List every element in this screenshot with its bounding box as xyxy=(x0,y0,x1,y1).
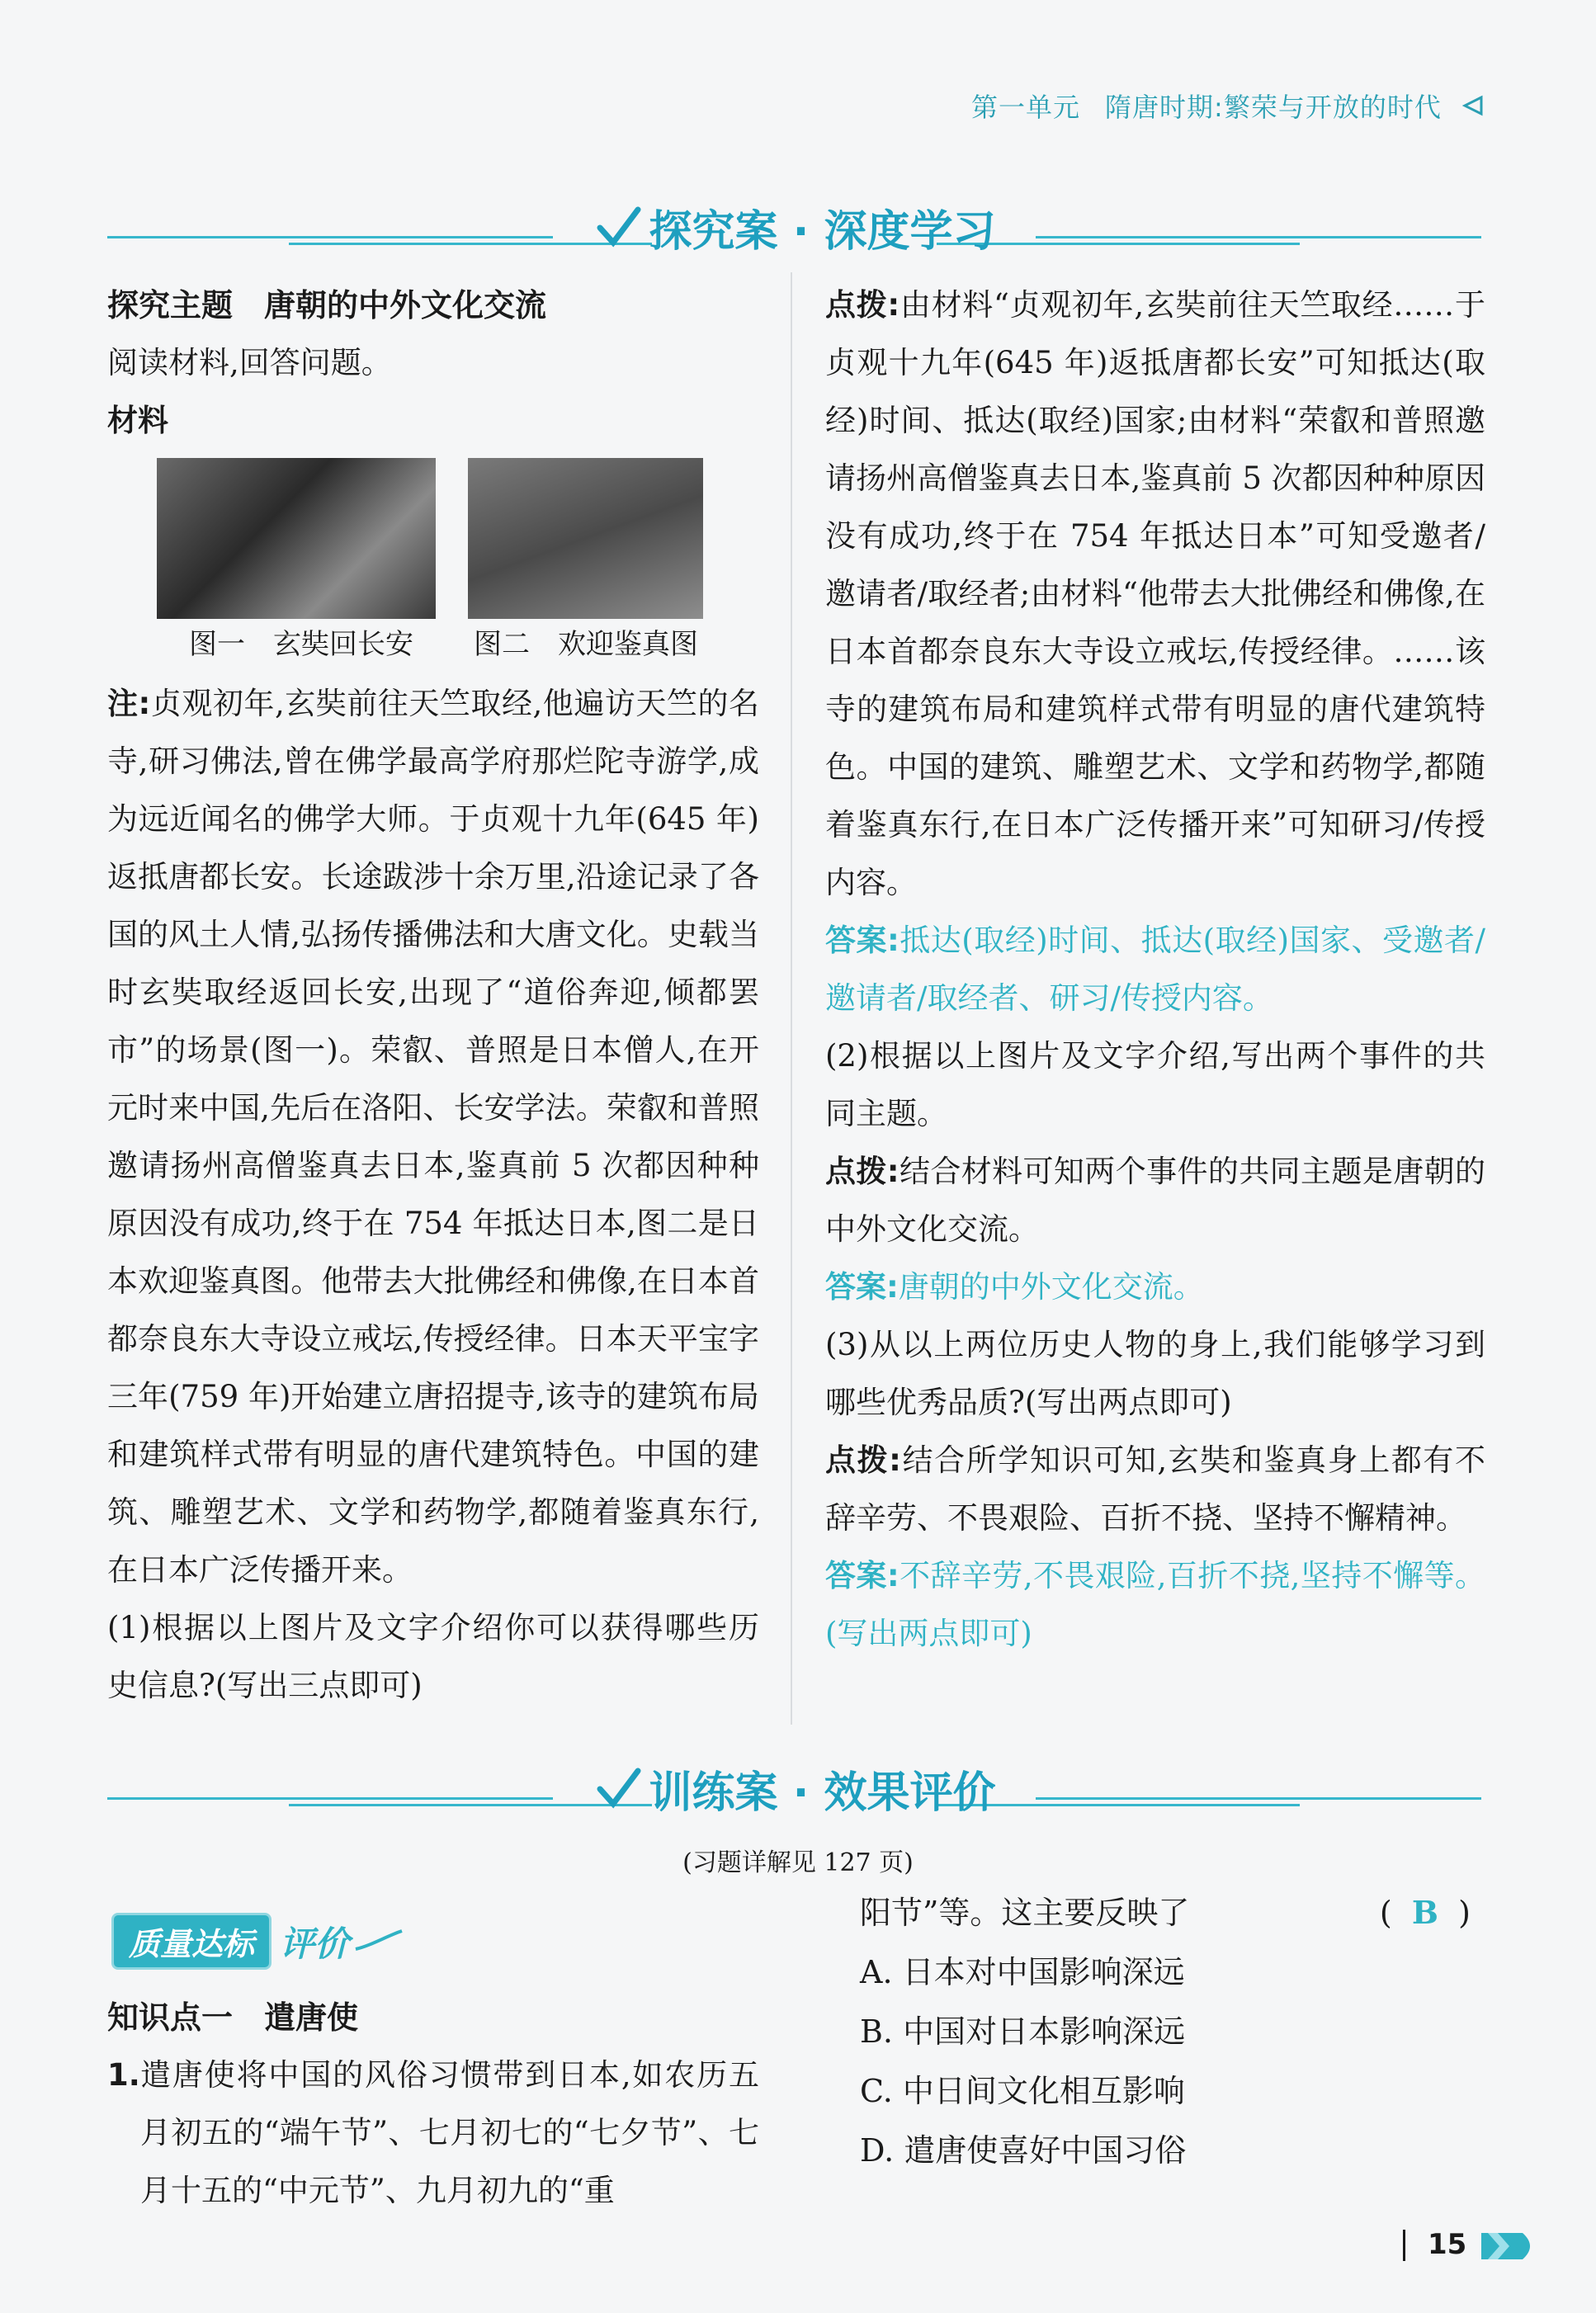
question-1: (1)根据以上图片及文字介绍你可以获得哪些历史信息?(写出三点即可) xyxy=(107,1610,759,1703)
option-d[interactable]: D. 遣唐使喜好中国习俗 xyxy=(860,2132,1187,2169)
unit-label: 第一单元 xyxy=(971,92,1081,123)
hint-1 xyxy=(825,276,1485,912)
hint-2-text: 结合材料可知两个事件的共同主题是唐朝的中外文化交流。 xyxy=(825,1154,1485,1247)
option-b[interactable]: B. 中国对日本影响深远 xyxy=(860,2013,1186,2050)
instruction: 阅读材料,回答问题。 xyxy=(107,345,392,380)
note-label: 注: xyxy=(107,686,151,721)
answer-label: 答案: xyxy=(825,923,900,958)
question-1-continued xyxy=(860,1883,1471,1942)
answer-3-text: 不辞辛劳,不畏艰险,百折不挠,坚持不懈等。(写出两点即可) xyxy=(825,1558,1485,1651)
answer-2 xyxy=(825,1258,1485,1316)
hint-label: 点拨: xyxy=(825,1442,901,1478)
material-label: 材料 xyxy=(107,403,168,438)
left-column xyxy=(107,276,759,450)
section-banner-explore xyxy=(107,196,1481,271)
section-banner-training xyxy=(107,1758,1481,1832)
theme-title: 探究主题 唐朝的中外文化交流 xyxy=(107,287,547,323)
answer-label: 答案: xyxy=(825,1269,899,1305)
right-column xyxy=(825,276,1485,1663)
question-2: (2)根据以上图片及文字介绍,写出两个事件的共同主题。 xyxy=(825,1038,1485,1131)
options-list xyxy=(860,1942,1471,2180)
answer-1 xyxy=(825,912,1485,1027)
figure-xuanzang-image xyxy=(157,458,436,619)
check-pen-icon xyxy=(593,203,643,253)
running-header xyxy=(971,87,1484,125)
hint-label: 点拨: xyxy=(825,1154,900,1189)
option-a[interactable]: A. 日本对中国影响深远 xyxy=(860,1954,1185,1990)
figure2-caption: 图二 欢迎鉴真图 xyxy=(474,628,698,661)
knowledge-title: 知识点一 遣唐使 xyxy=(107,1999,359,2036)
triangle-left-icon xyxy=(1462,92,1484,123)
exercise-note: (习题详解见 127 页) xyxy=(682,1848,914,1877)
answer-bracket: ( B ) xyxy=(1379,1894,1471,1931)
answer-2-text: 唐朝的中外文化交流。 xyxy=(898,1269,1204,1305)
question-1-continued-text: 阳节”等。这主要反映了 xyxy=(860,1895,1190,1931)
note-text: 贞观初年,玄奘前往天竺取经,他遍访天竺的名寺,研习佛法,曾在佛学最高学府那烂陀寺游学,成为远近闻名的佛学大师。于贞观十九年(645 年)返抵唐都长安。长途跋涉十余万里,沿途记录了各国的风土人情,弘扬传播佛法和大唐文化。史载当时玄奘取经返回长安,出现了“道俗奔迎,倾都罢市”的场景(图一)。荣叡、普照是日本僧人,在开元时来中国,先后在洛阳、长安学法。荣叡和普照邀请扬州高僧鉴真去日本,鉴真前 5 次都因种种原因没有成功,终于在 754 年抵达日本,图二是日本欢迎鉴真图。他带去大批佛经和佛像,在日本首都奈良东大寺设立戒坛,传授经律。日本天平宝字三年(759 年)开始建立唐招提寺,该寺的建筑布局和建筑样式带有明显的唐代建筑特色。中国的建筑、雕塑艺术、文学和药物学,都随着鉴真东行,在日本广泛传播开来。 xyxy=(107,686,759,1588)
question-3: (3)从以上两位历史人物的身上,我们能够学习到哪些优秀品质?(写出两点即可) xyxy=(825,1327,1485,1420)
leaf-icon xyxy=(354,1928,404,1956)
quality-badge-label: 质量达标 xyxy=(111,1913,272,1970)
figure1-caption: 图一 玄奘回长安 xyxy=(189,628,413,661)
answer-choice: B xyxy=(1411,1894,1439,1931)
page-number-bar xyxy=(1403,2230,1405,2261)
answer-3 xyxy=(825,1547,1485,1663)
unit-title: 隋唐时期:繁荣与开放的时代 xyxy=(1105,92,1442,123)
page-arrow-icon xyxy=(1481,2231,1539,2264)
hint-2 xyxy=(825,1143,1485,1258)
section-title-explore: 探究案 · 深度学习 xyxy=(649,207,996,257)
quality-badge xyxy=(111,1913,404,1970)
question-1-text: 遣唐使将中国的风俗习惯带到日本,如农历五月初五的“端午节”、七月初七的“七夕节”、七月十五的“中元节”、九月初九的“重 xyxy=(140,2057,759,2208)
option-c[interactable]: C. 中日间文化相互影响 xyxy=(860,2073,1185,2109)
left-note-block xyxy=(107,675,759,1715)
page-number: 15 xyxy=(1428,2228,1467,2261)
figure-jianzhen-image xyxy=(468,458,703,619)
note-paragraph xyxy=(107,675,759,1599)
knowledge-block xyxy=(107,1989,759,2220)
hint-label: 点拨: xyxy=(825,287,900,323)
hint-1-text: 由材料“贞观初年,玄奘前往天竺取经……于贞观十九年(645 年)返抵唐都长安”可知抵达(取经)时间、抵达(取经)国家;由材料“荣叡和普照邀请扬州高僧鉴真去日本,鉴真前 5 次都因种种原因没有成功,终于在 754 年抵达日本”可知受邀者/邀请者/取经者;由材料“他带去大批佛经和佛像,在日本首都奈良东大寺设立戒坛,传授经律。……该寺的建筑布局和建筑样式带有明显的唐代建筑特色。中国的建筑、雕塑艺术、文学和药物学,都随着鉴真东行,在日本广泛传播开来”可知研习/传授内容。 xyxy=(825,287,1485,900)
answer-label: 答案: xyxy=(825,1558,900,1593)
hint-3 xyxy=(825,1432,1485,1547)
question-1-item xyxy=(107,2046,759,2220)
question-number: 1. xyxy=(107,2057,140,2093)
quality-badge-tail: 评价 xyxy=(280,1923,350,1964)
answer-1-text: 抵达(取经)时间、抵达(取经)国家、受邀者/邀请者/取经者、研习/传授内容。 xyxy=(825,923,1485,1016)
hint-3-text: 结合所学知识可知,玄奘和鉴真身上都有不辞辛劳、不畏艰险、百折不挠、坚持不懈精神。 xyxy=(825,1442,1485,1536)
column-divider xyxy=(791,272,792,1725)
section-title-training: 训练案 · 效果评价 xyxy=(649,1768,996,1818)
check-pen-icon xyxy=(593,1764,643,1814)
